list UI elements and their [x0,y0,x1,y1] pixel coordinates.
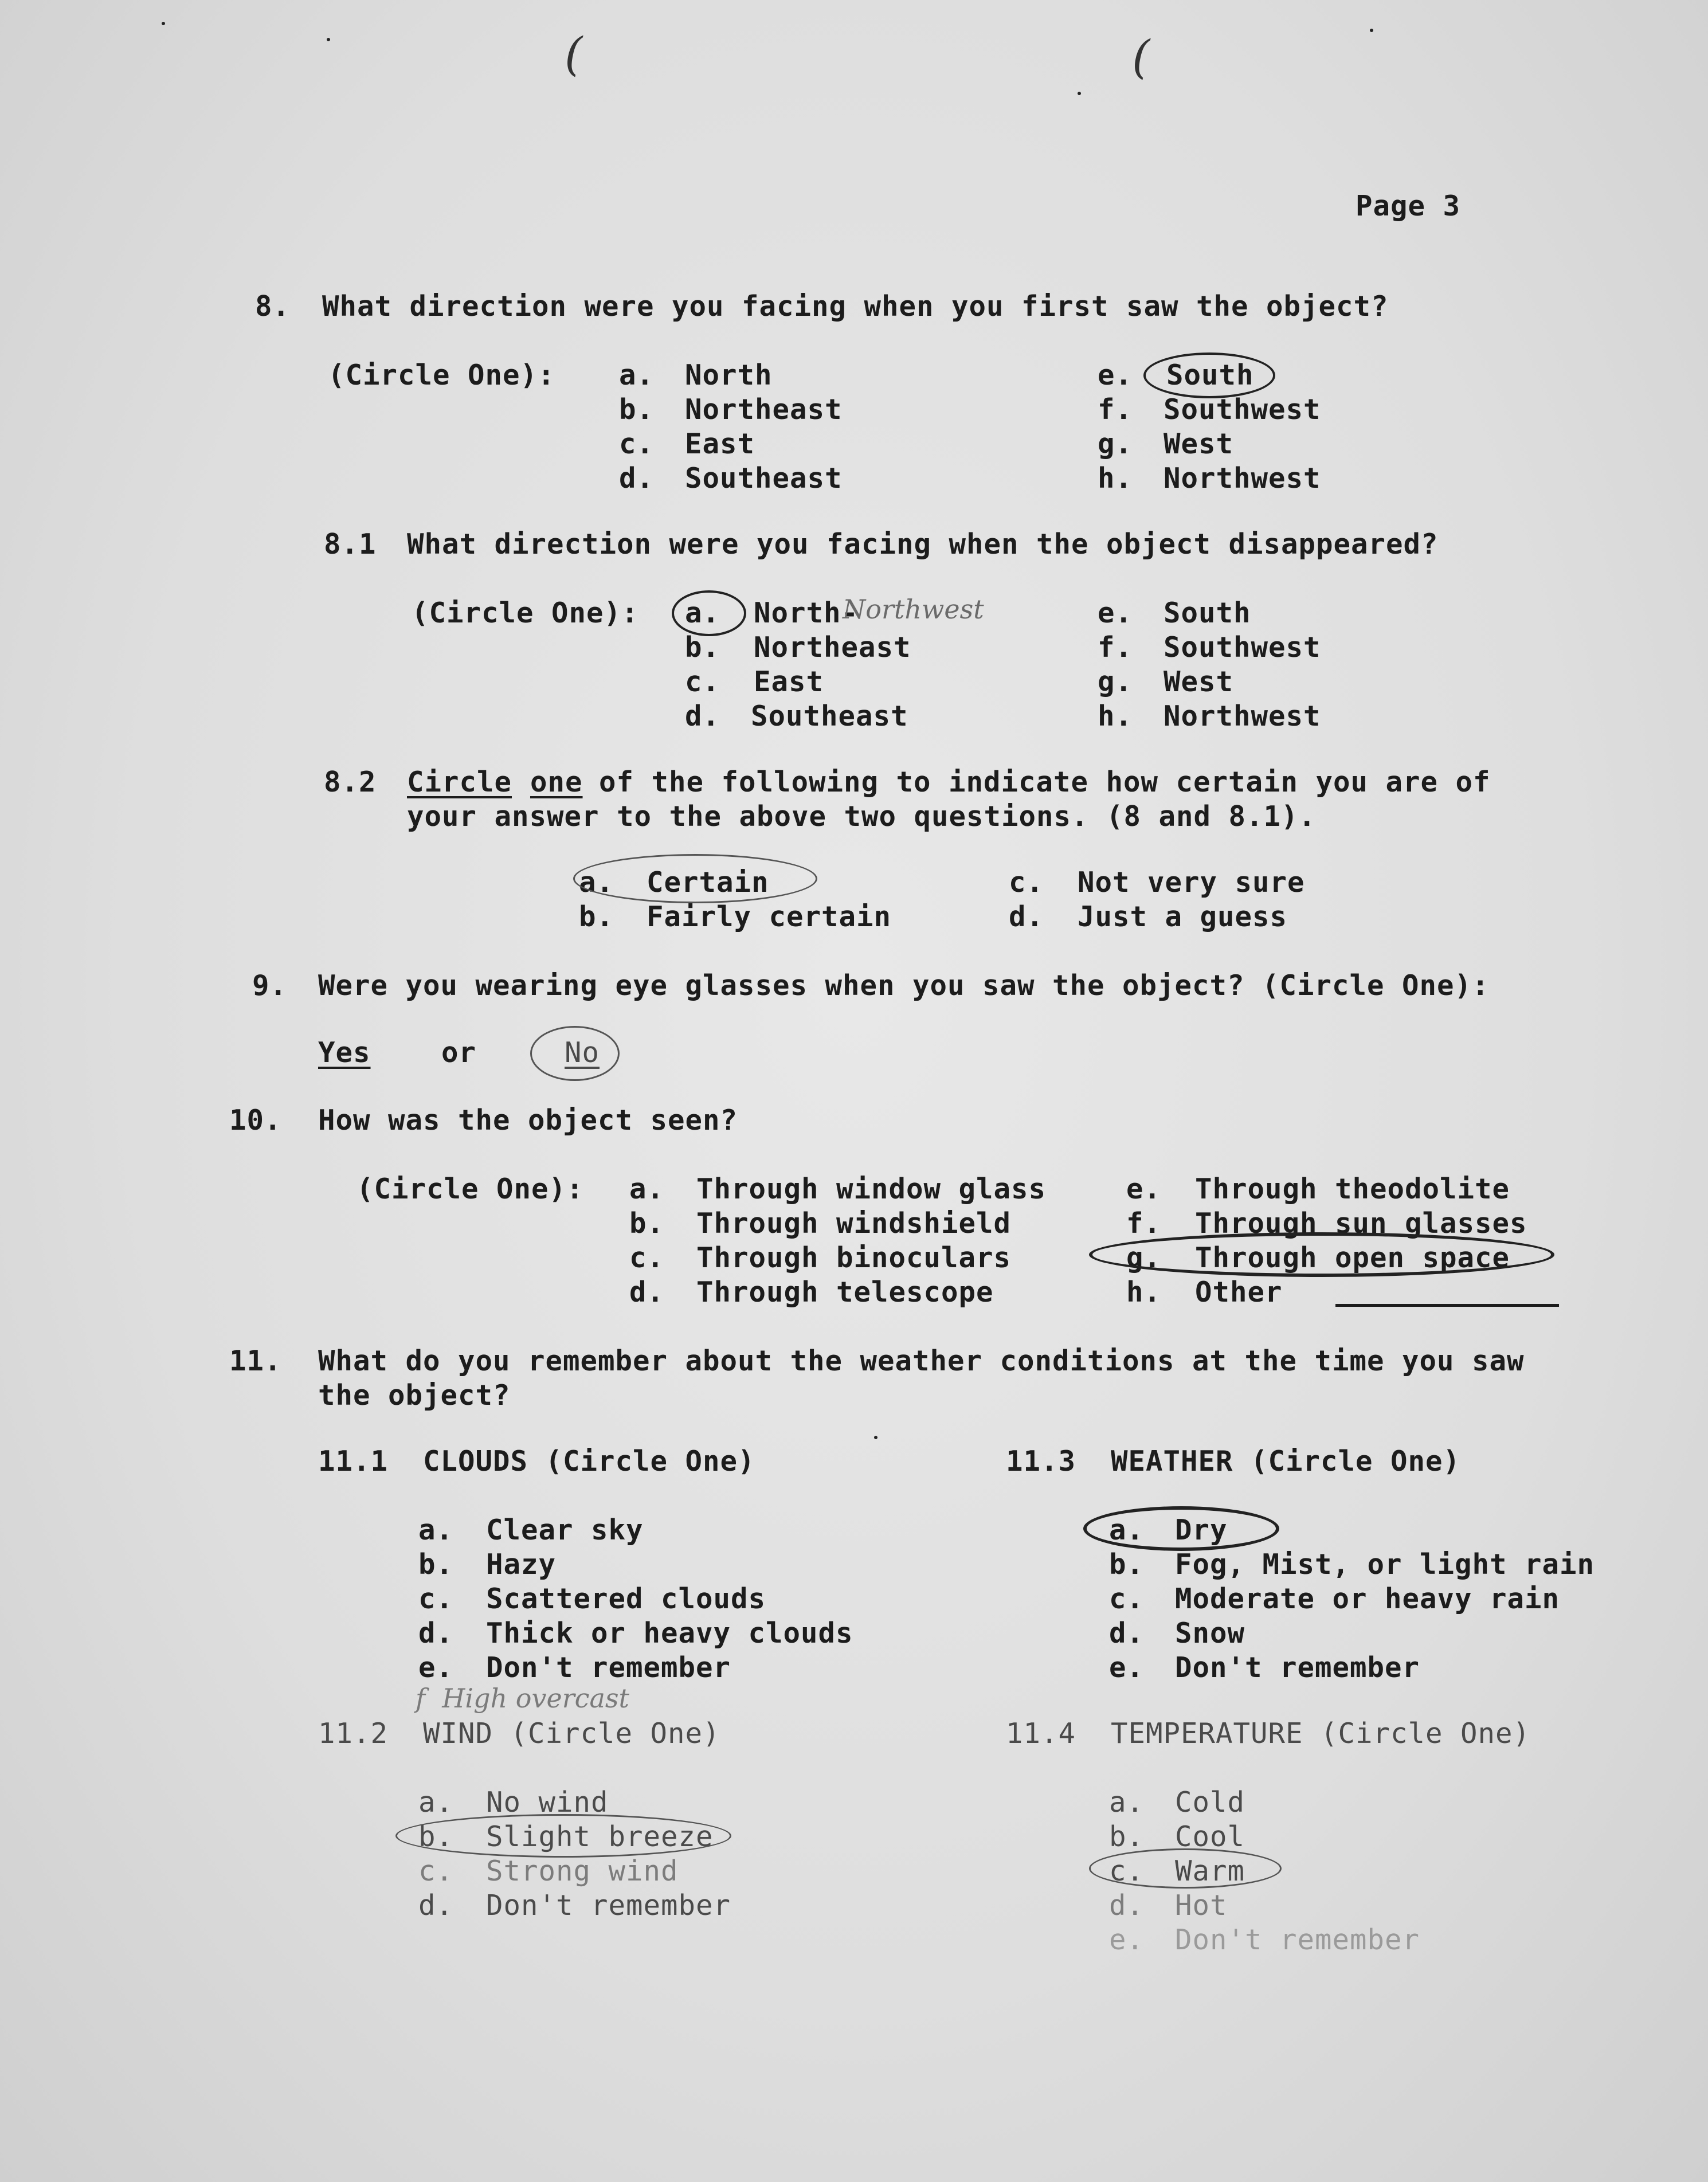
q8-1-option-text[interactable]: Northeast [754,631,911,664]
q11-question-line2: the object? [318,1379,511,1412]
q11-1-option-text[interactable]: Don't remember [486,1651,731,1684]
q10-question: How was the object seen? [318,1104,738,1137]
q10-option-letter: h. [1126,1276,1162,1309]
q8-2-one-word: one [530,766,583,798]
q11-2-option-letter-selected: b. [418,1820,454,1853]
page-number: Page 3 [1356,190,1461,222]
q11-3-option-text[interactable]: Fog, Mist, or light rain [1175,1548,1595,1581]
q8-option-letter: d. [619,462,655,495]
q8-1-option-letter: c. [685,665,720,698]
q8-1-instruction: (Circle One): [412,597,639,629]
q10-option-text[interactable]: Other [1195,1276,1283,1309]
q8-option-text[interactable]: Northeast [685,393,843,426]
q8-1-option-text-selected[interactable]: North- [754,597,859,629]
q11-4-temperature-heading: 11.4 TEMPERATURE (Circle One) [1006,1717,1531,1750]
q8-1-handwritten-addition: Northwest [843,594,984,625]
q10-number: 10. [229,1104,282,1137]
q8-number: 8. [255,290,291,323]
q8-1-option-letter: d. [685,700,720,732]
q11-1-option-text[interactable]: Clear sky [486,1514,644,1546]
q10-option-text[interactable]: Through binoculars [696,1241,1012,1274]
q8-2-option-letter: b. [579,900,614,933]
stray-paren-mark: ( [565,28,583,81]
q11-2-option-text[interactable]: Don't remember [486,1889,731,1922]
q8-1-option-letter: h. [1098,700,1133,732]
scan-speck [1078,92,1081,95]
q11-4-option-text-selected[interactable]: Warm [1175,1855,1245,1887]
q8-2-line1-rest: of the following to indicate how certain you are of [599,766,1491,798]
q11-2-option-letter: a. [418,1786,454,1819]
q10-option-text-selected[interactable]: Through open space [1195,1241,1510,1274]
q8-1-option-text[interactable]: Northwest [1164,700,1321,732]
q11-4-option-text[interactable]: Don't remember [1175,1924,1420,1956]
q11-2-option-text[interactable]: Strong wind [486,1855,679,1887]
q8-option-letter: g. [1098,428,1133,460]
q8-2-option-text[interactable]: Not very sure [1078,866,1305,899]
q11-3-weather-heading: 11.3 WEATHER (Circle One) [1006,1445,1461,1478]
q8-option-letter: h. [1098,462,1133,495]
scan-speck [327,38,330,41]
q8-option-letter: b. [619,393,655,426]
q8-1-option-letter: e. [1098,597,1133,629]
q11-3-option-text[interactable]: Don't remember [1175,1651,1420,1684]
q11-1-option-letter: e. [418,1651,454,1684]
q10-option-letter: d. [629,1276,665,1309]
q8-2-line2: your answer to the above two questions. (8 and 8.1). [407,800,1317,833]
q8-2-option-text-selected[interactable]: Certain [647,866,769,899]
q11-3-option-letter: b. [1109,1548,1145,1581]
q11-3-option-letter: d. [1109,1617,1145,1650]
q11-1-option-letter: a. [418,1514,454,1546]
q8-1-number: 8.1 [324,528,377,561]
q8-2-option-letter: c. [1009,866,1044,899]
q8-2-option-letter-selected: a. [579,866,614,899]
q10-option-text[interactable]: Through windshield [696,1207,1012,1240]
q8-2-circle-word: Circle [407,766,512,798]
q11-1-option-letter: c. [418,1582,454,1615]
q8-question: What direction were you facing when you first saw the object? [322,290,1389,323]
q9-no-option-selected[interactable]: No [565,1036,600,1069]
q11-1-option-letter: b. [418,1548,454,1581]
q10-option-text[interactable]: Through sun glasses [1195,1207,1527,1240]
q10-option-text[interactable]: Through theodolite [1195,1173,1510,1205]
q11-1-option-text[interactable]: Thick or heavy clouds [486,1617,853,1650]
q10-option-letter: a. [629,1173,665,1205]
q11-3-option-text[interactable]: Snow [1175,1617,1245,1650]
stray-paren-mark: ( [1132,30,1150,84]
scan-speck [874,1436,877,1439]
q11-4-option-text[interactable]: Cold [1175,1786,1245,1819]
q8-2-option-text[interactable]: Just a guess [1078,900,1288,933]
q11-2-option-letter: d. [418,1889,454,1922]
q11-1-option-text[interactable]: Scattered clouds [486,1582,766,1615]
q9-or-label: or [441,1036,477,1069]
scan-speck [1370,29,1373,32]
q8-option-text[interactable]: East [685,428,755,460]
q8-option-text[interactable]: North [685,359,773,391]
q11-4-option-letter-selected: c. [1109,1855,1145,1887]
q11-4-option-letter: e. [1109,1924,1145,1956]
q8-1-question: What direction were you facing when the object disappeared? [407,528,1439,561]
q10-instruction: (Circle One): [357,1173,584,1205]
q11-4-option-text[interactable]: Cool [1175,1820,1245,1853]
q11-3-option-letter: c. [1109,1582,1145,1615]
q8-1-option-letter: f. [1098,631,1133,664]
q8-option-letter: e. [1098,359,1133,391]
q8-option-text[interactable]: Southwest [1164,393,1321,426]
q8-2-option-text[interactable]: Fairly certain [647,900,892,933]
q11-3-option-letter: e. [1109,1651,1145,1684]
q10-option-letter: c. [629,1241,665,1274]
q8-1-option-text[interactable]: Southeast [751,700,908,732]
q8-instruction: (Circle One): [328,359,555,391]
q10-option-letter-selected: g. [1126,1241,1162,1274]
q8-option-text[interactable]: Southeast [685,462,843,495]
q10-option-letter: e. [1126,1173,1162,1205]
q11-2-wind-heading: 11.2 WIND (Circle One) [318,1717,720,1750]
q8-option-letter: f. [1098,393,1133,426]
q11-question-line1: What do you remember about the weather conditions at the time you saw [318,1345,1525,1377]
q8-option-text[interactable]: Northwest [1164,462,1321,495]
q8-option-text-selected[interactable]: South [1166,359,1254,391]
q11-3-option-text[interactable]: Moderate or heavy rain [1175,1582,1560,1615]
q8-2-option-letter: d. [1009,900,1044,933]
q8-1-option-text[interactable]: Southwest [1164,631,1321,664]
q8-1-option-text[interactable]: East [754,665,824,698]
q8-option-letter: a. [619,359,655,391]
q11-2-option-letter: c. [418,1855,454,1887]
q9-number: 9. [252,969,288,1002]
q8-1-option-letter-selected: a. [685,597,720,629]
scan-speck [162,22,165,25]
q11-4-option-letter: b. [1109,1820,1145,1853]
q11-4-option-text[interactable]: Hot [1175,1889,1228,1922]
q9-question: Were you wearing eye glasses when you saw the object? (Circle One): [318,969,1490,1002]
q10-option-text[interactable]: Through telescope [696,1276,994,1309]
q11-4-option-letter: d. [1109,1889,1145,1922]
q11-3-option-letter-selected: a. [1109,1514,1145,1546]
q8-1-option-letter: g. [1098,665,1133,698]
q11-2-option-text-selected[interactable]: Slight breeze [486,1820,714,1853]
q8-option-letter: c. [619,428,655,460]
q11-1-clouds-heading: 11.1 CLOUDS (Circle One) [318,1445,755,1478]
q8-2-number: 8.2 [324,766,377,798]
q10-option-letter: f. [1126,1207,1162,1240]
q8-1-option-letter: b. [685,631,720,664]
q10-option-letter: b. [629,1207,665,1240]
q8-option-text[interactable]: West [1164,428,1234,460]
q9-yes-option[interactable]: Yes [318,1036,371,1069]
q11-1-option-text[interactable]: Hazy [486,1548,557,1581]
q10-option-text[interactable]: Through window glass [696,1173,1047,1205]
q8-1-option-text[interactable]: South [1164,597,1251,629]
q11-4-option-letter: a. [1109,1786,1145,1819]
q10-other-blank-line[interactable] [1335,1304,1559,1307]
q11-number: 11. [229,1345,282,1377]
q11-3-option-text-selected[interactable]: Dry [1175,1514,1228,1546]
q11-1-option-letter: d. [418,1617,454,1650]
q8-1-option-text[interactable]: West [1164,665,1234,698]
q11-1-handwritten-note: f High overcast [416,1683,629,1714]
q11-2-option-text[interactable]: No wind [486,1786,609,1819]
